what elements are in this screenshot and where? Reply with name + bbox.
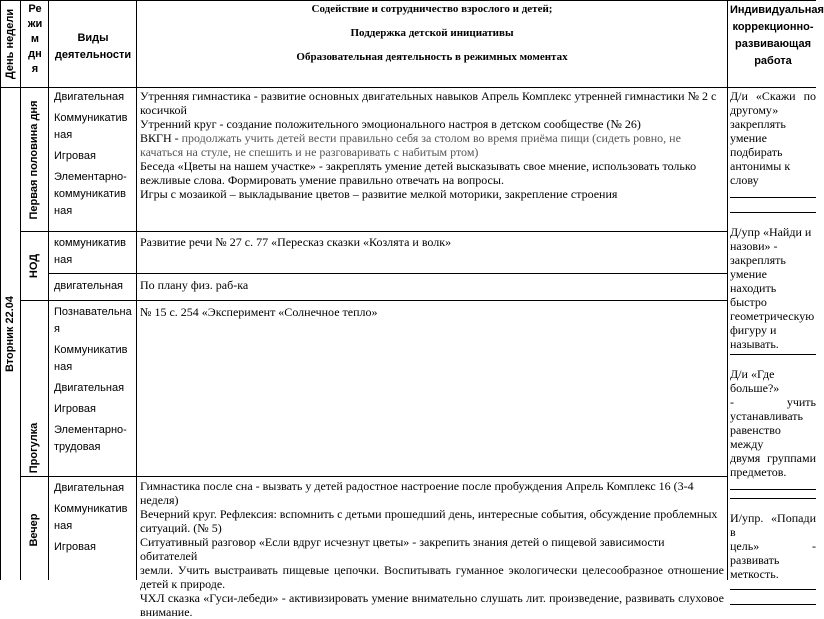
individual-divider <box>730 498 816 499</box>
individual-game-1: Д/и «Скажи по другому» закреплять умение подбирать антонимы к слову <box>730 89 816 187</box>
nod-activity-2: двигательная <box>54 280 124 292</box>
nod-content-2: По плану физ. раб-ка <box>140 278 249 292</box>
morning-activities: Двигательная Коммуникатив ная Игровая Элементарно- коммуникатив ная <box>54 91 128 217</box>
table-top-border <box>0 0 816 1</box>
section-label-morning: Первая половина дня <box>28 100 40 220</box>
evening-activities: Двигательная Коммуникатив ная Игровая <box>54 482 128 553</box>
morning-content: Утренняя гимнастика - развитие основных двигательных навыков Апрель Комплекс утренней гимнастики № 2 с косичкой Утренний круг - создание положительного эмоционального настроя в детском сообществе (№ 26) ВКГН - продолжать учить детей вести правильно себя за столом во время приёма пищи (сидеть ровно, не качаться на стуле, не спешить и не разговаривать с набитым ртом) Беседа «Цветы на нашем участке» - закреплять умение детей высказывать свое мнение, использовать только вежливые слова. Формировать умение правильно отвечать на вопросы. Игры с мозаикой – выкладывание цветов – развитие мелкой моторики, закрепление строения <box>140 89 717 201</box>
nod-content-1: Развитие речи № 27 с. 77 «Пересказ сказки «Козлята и волк» <box>140 235 452 249</box>
day-label: Вторник 22.04 <box>4 296 16 372</box>
header-main-subtitle: Поддержка детской инициативы <box>350 27 514 39</box>
content-col-border <box>727 0 728 580</box>
walk-bottom-border <box>20 476 728 477</box>
individual-divider <box>730 197 816 198</box>
individual-divider <box>730 212 816 213</box>
section-label-evening: Вечер <box>28 513 40 547</box>
individual-game-2: Д/упр «Найди и назови» - закреплять умение находить быстро геометрическую фигуру и называть. <box>730 225 815 351</box>
individual-divider <box>730 354 816 355</box>
activity-col-border <box>136 0 137 580</box>
header-individual: Индивидуальная коррекционно- развивающая работа <box>730 4 824 67</box>
header-main-sub2: Образовательная деятельность в режимных моментах <box>296 51 568 63</box>
nod-activity-1: коммуникатив ная <box>54 237 126 266</box>
individual-game-3: Д/и «Где больше?» - учить устанавливать равенство между двумя группами предметов. <box>730 367 816 479</box>
header-day-of-week: День недели <box>4 8 16 80</box>
walk-content: № 15 с. 254 «Эксперимент «Солнечное тепло» <box>140 305 378 319</box>
individual-divider <box>730 604 816 605</box>
walk-activities: Познавательна я Коммуникатив ная Двигательная Игровая Элементарно- трудовая <box>54 306 132 453</box>
nod-bottom-border <box>20 300 728 301</box>
regime-col-border <box>48 0 49 580</box>
evening-content: Гимнастика после сна - вызвать у детей радостное настроение после пробуждения Апрель Комплекс 16 (3-4 неделя) Вечерний круг. Рефлексия: вспомнить с детьми прошедший день, интересные события, обсуждение проблемных ситуаций. (№ 5) Ситуативный разговор «Если вдруг исчезнут цветы» - закрепить знания детей о пищевой зависимости обитателей земли. Учить выстраивать пищевые цепочки. Воспитывать гуманное экологически целесообразное отношение детей к природе. ЧХЛ сказка «Гуси-лебеди» - активизировать умение внимательно слушать лит. произведение, развивать слуховое внимание. <box>140 479 724 619</box>
individual-work <box>730 89 816 580</box>
individual-divider <box>730 589 816 590</box>
nod-row-divider <box>48 273 728 274</box>
left-border <box>0 0 1 580</box>
morning-bottom-border <box>20 231 728 232</box>
day-col-border <box>20 0 21 580</box>
header-main-title: Содействие и сотрудничество взрослого и детей; <box>311 3 553 15</box>
header-main <box>137 3 727 63</box>
individual-game-4: И/упр. «Попади в цель» - развивать меткость. <box>730 511 816 581</box>
header-activity-types: Виды деятельности <box>54 32 132 61</box>
header-bottom-border <box>0 87 816 88</box>
section-label-walk: Прогулка <box>28 422 40 474</box>
header-regime: Ре жи м дн я <box>27 3 43 75</box>
individual-divider <box>730 489 816 490</box>
section-label-nod: НОД <box>28 253 40 279</box>
